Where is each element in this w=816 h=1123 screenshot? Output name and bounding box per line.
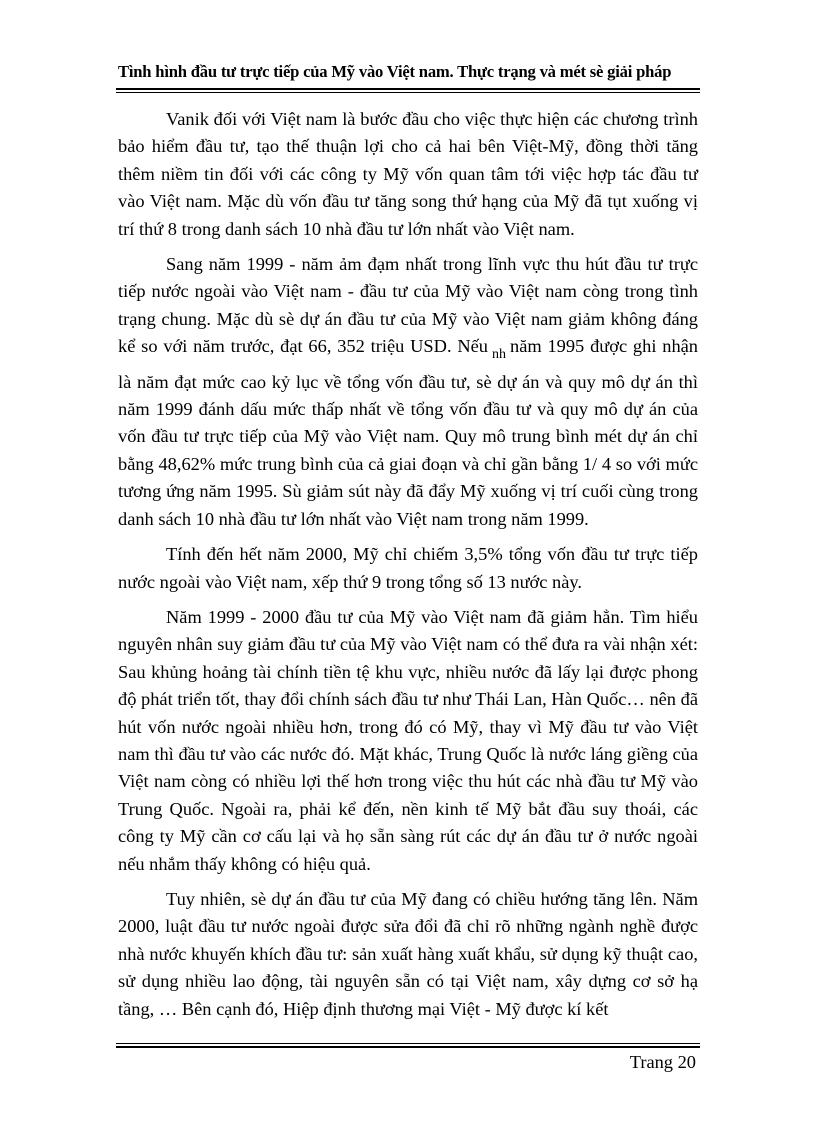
header-rule-thick [116,88,700,90]
paragraph-2 [118,251,698,533]
stray-subscript-nh: nh [492,347,506,363]
paragraph-3: Tính đến hết năm 2000, Mỹ chỉ chiếm 3,5% tổng vốn đầu tư trực tiếp nước ngoài vào Việt nam, xếp thứ 9 trong tổng số 13 nước này. [118,544,698,592]
header-rule-thin [116,92,700,93]
running-header: Tình hình đầu tư trực tiếp của Mỹ vào Việt nam. Thực trạng và mét sè giải pháp [118,62,672,81]
paragraph-4: Năm 1999 - 2000 đầu tư của Mỹ vào Việt nam đã giảm hẳn. Tìm hiểu nguyên nhân suy giảm đầu tư của Mỹ vào Việt nam có thể đưa ra vài nhận xét: Sau khủng hoảng tài chính tiền tệ khu vực, nhiều nước đã lấy lại được phong độ phát triển tốt, thay đổi chính sách đầu tư như Thái Lan, Hàn Quốc… nên đã hút vốn nước ngoài nhiều hơn, trong đó có Mỹ, thay vì Mỹ đầu tư vào Việt nam thì đầu tư vào các nước đó. Mặt khác, Trung Quốc là nước láng giềng của Việt nam còng có nhiều lợi thế hơn trong việc thu hút các nhà đầu tư Mỹ vào Trung Quốc. Ngoài ra, phải kể đến, nền kinh tế Mỹ bắt đầu suy thoái, các công ty Mỹ cần cơ cấu lại và họ sẵn sàng rút các dự án đầu tư ở nước ngoài nếu nhắm thấy không có hiệu quả. [118,606,698,874]
paragraph-5: Tuy nhiên, sè dự án đầu tư của Mỹ đang có chiều hướng tăng lên. Năm 2000, luật đầu tư nước ngoài được sửa đổi đã chỉ rõ những ngành nghề được nhà nước khuyến khích đầu tư: sản xuất hàng xuất khẩu, sử dụng kỹ thuật cao, sử dụng nhiều lao động, tài nguyên sẵn có tại Việt nam, xây dựng cơ sở hạ tầng, … Bên cạnh đó, Hiệp định thương mại Việt - Mỹ được kí kết [118,888,698,1019]
body-text [118,106,698,1031]
page-number: Trang 20 [629,1052,696,1072]
paragraph-2-part-1: Sang năm 1999 - năm ảm đạm nhất trong lĩnh vực thu hút đầu tư trực tiếp nước ngoài vào Việt nam - đầu tư của Mỹ vào Việt nam còng trong tình trạng chung. Mặc dù sè dự án đầu tư của Mỹ vào Việt nam giảm không đáng kể so với năm trước, đạt 66, 352 triệu USD. Nếu [118,254,698,357]
footer-rule-thin [116,1043,700,1044]
footer-rule-thick [116,1046,700,1048]
paragraph-1: Vanik đối với Việt nam là bước đầu cho việc thực hiện các chương trình bảo hiểm đầu tư, tạo thế thuận lợi cho cả hai bên Việt-Mỹ, đồng thời tăng thêm niềm tin đối với các công ty Mỹ vốn quan tâm tới việc hợp tác đầu tư vào Việt nam. Mặc dù vốn đầu tư tăng song thứ hạng của Mỹ đã tụt xuống vị trí thứ 8 trong danh sách 10 nhà đầu tư lớn nhất vào Việt nam. [118,109,698,239]
paragraph-2-part-2: năm 1995 được ghi nhận là năm đạt mức cao kỷ lục về tổng vốn đầu tư, sè dự án và quy mô dự án thì năm 1999 đánh dấu mức thấp nhất về tổng vốn đầu tư và quy mô dự án của vốn đầu tư trực tiếp của Mỹ vào Việt nam. Quy mô trung bình mét dự án chỉ bằng 48,62% mức trung bình của cả giai đoạn và chỉ gần bằng 1/ 4 so với mức tương ứng năm 1995. Sù giảm sút này đã đẩy Mỹ xuống vị trí cuối cùng trong danh sách 10 nhà đầu tư lớn nhất vào Việt nam trong năm 1999. [118,336,698,529]
